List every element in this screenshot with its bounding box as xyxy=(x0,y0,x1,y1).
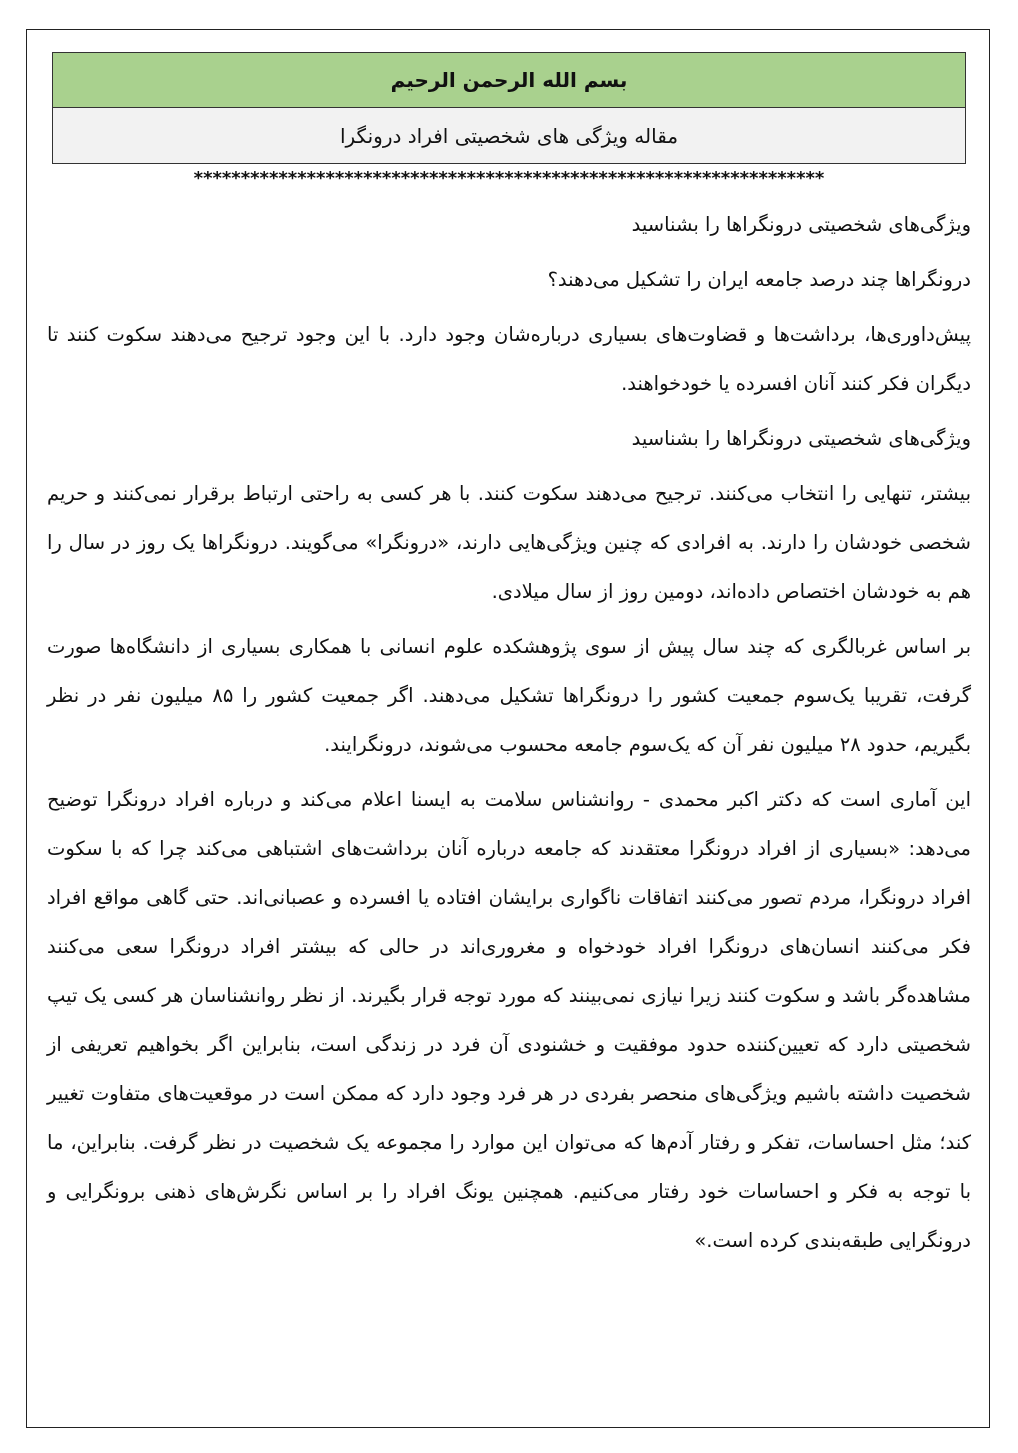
subheading-traits-repeat: ویژگی‌های شخصیتی درونگراها را بشناسید xyxy=(631,427,971,450)
title-table xyxy=(52,52,966,164)
article-title: مقاله ویژگی های شخصیتی افراد درونگرا xyxy=(53,108,965,163)
paragraph-statistics: بر اساس غربالگری که چند سال پیش از سوی پژوهشکده علوم انسانی با همکاری بسیاری از دانشگاه‌ها صورت گرفت، تقریبا یک‌سوم جمعیت کشور را درونگراها تشکیل می‌دهند. اگر جمعیت کشور را ۸۵ میلیون نفر در نظر بگیریم، حدود ۲۸ میلیون نفر آن که یک‌سوم جامعه محسوب می‌شوند، درونگرایند. xyxy=(47,635,971,756)
paragraph-solitude: بیشتر، تنهایی را انتخاب می‌کنند. ترجیح می‌دهند سکوت کنند. با هر کسی به راحتی ارتباط برقرار نمی‌کنند و حریم شخصی خودشان را دارند. به افرادی که چنین ویژگی‌هایی دارند، «درونگرا» می‌گویند. درونگراها یک روز در سال را هم به خودشان اختصاص داده‌اند، دومین روز از سال میلادی. xyxy=(47,482,971,603)
separator-line: ******************************************************************* xyxy=(193,168,825,189)
paragraph-expert-quote: این آماری است که دکتر اکبر محمدی - روانشناس سلامت به ایسنا اعلام می‌کند و درباره افراد درونگرا توضیح می‌دهد: «بسیاری از افراد درونگرا معتقدند که جامعه درباره آنان برداشت‌های اشتباهی می‌کند چرا که با سکوت افراد درونگرا، مردم تصور می‌کنند اتفاقات ناگواری برایشان افتاده یا افسرده و عصبانی‌اند. حتی گاهی مواقع افراد فکر می‌کنند انسان‌های درونگرا افراد خودخواه و مغروری‌اند در حالی که بیشتر افراد درونگرا سعی می‌کنند مشاهده‌گر باشد و سکوت کنند زیرا نیازی نمی‌بینند که مورد توجه قرار بگیرند. از نظر روانشناسان هر کسی یک تیپ شخصیتی دارد که تعیین‌کننده حدود موفقیت و خشنودی آن فرد در زندگی است، بنابراین اگر بخواهیم تعریفی از شخصیت داشته باشیم ویژگی‌های منحصر بفردی در هر فرد وجود دارد که ممکن است در موقعیت‌های متفاوت تغییر کند؛ مثل احساسات، تفکر و رفتار آدم‌ها که می‌توان این موارد را مجموعه یک شخصیت در نظر گرفت. بنابراین، ما با توجه به فکر و احساسات خود رفتار می‌کنیم. همچنین یونگ افراد را بر اساس نگرش‌های ذهنی برونگرایی و درونگرایی طبقه‌بندی کرده است.» xyxy=(47,788,971,1252)
paragraph-prejudices: پیش‌داوری‌ها، برداشت‌ها و قضاوت‌های بسیاری درباره‌شان وجود دارد. با این وجود ترجیح می‌دهند سکوت کنند تا دیگران فکر کنند آنان افسرده یا خودخواهند. xyxy=(47,323,971,395)
subheading-traits: ویژگی‌های شخصیتی درونگراها را بشناسید xyxy=(631,213,971,236)
subheading-percent: درونگراها چند درصد جامعه ایران را تشکیل می‌دهند؟ xyxy=(547,268,971,291)
bismillah-heading: بسم الله الرحمن الرحيم xyxy=(53,53,965,108)
article-body xyxy=(47,200,971,1271)
